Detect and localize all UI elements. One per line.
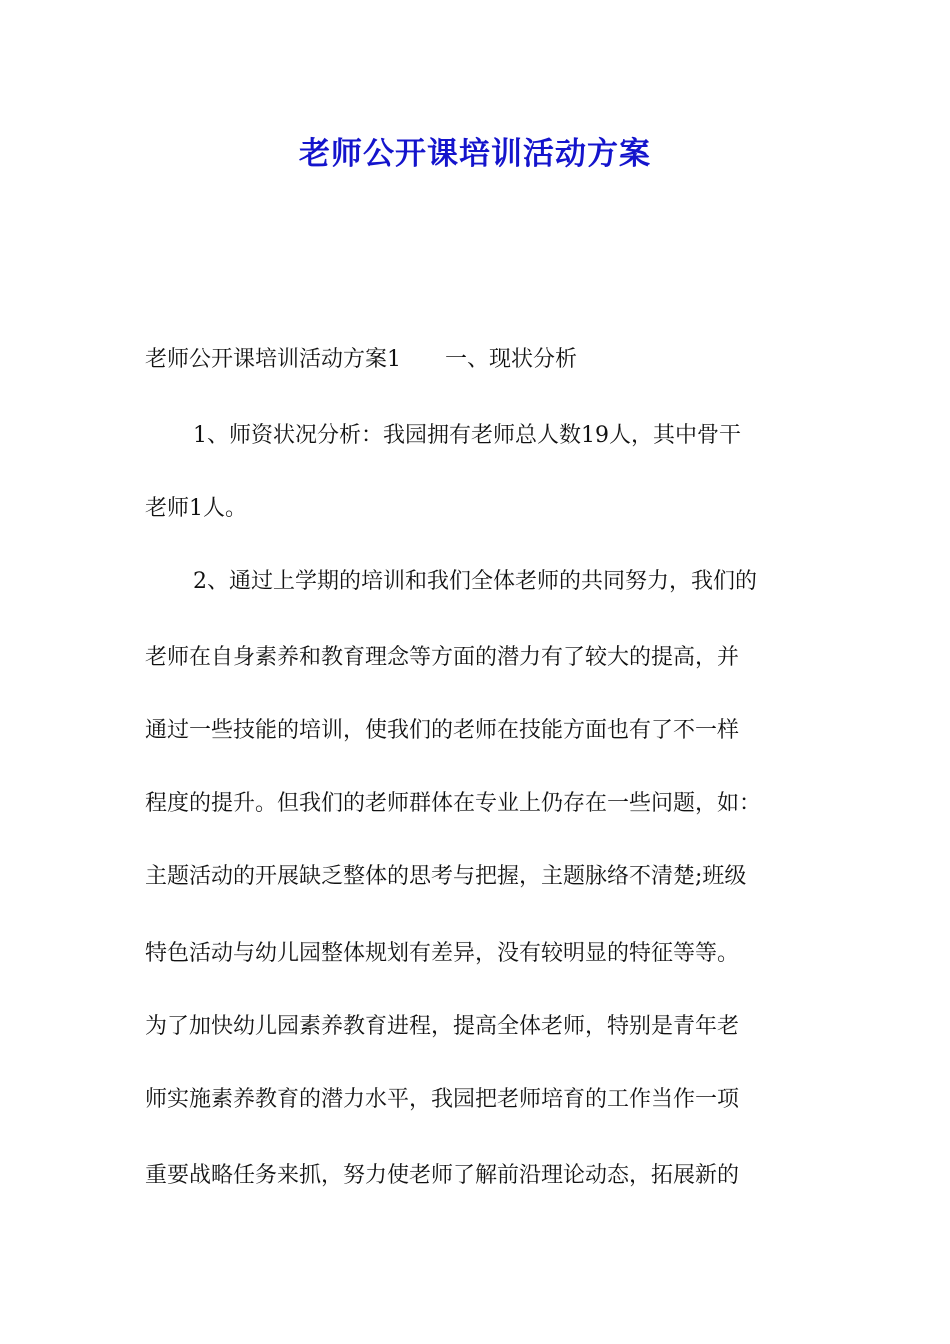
body-line: 老师1人。 [145, 496, 247, 521]
document-title: 老师公开课培训活动方案 [299, 136, 651, 172]
body-line: 1、师资状况分析：我园拥有老师总人数19人，其中骨干 [193, 423, 741, 448]
section-heading: 老师公开课培训活动方案1 [145, 347, 401, 372]
body-line: 主题活动的开展缺乏整体的思考与把握，主题脉络不清楚;班级 [145, 864, 747, 889]
body-line: 师实施素养教育的潜力水平，我园把老师培育的工作当作一项 [145, 1087, 740, 1112]
body-line [145, 344, 577, 376]
body-line: 老师在自身素养和教育理念等方面的潜力有了较大的提高，并 [145, 645, 740, 670]
body-line: 特色活动与幼儿园整体规划有差异，没有较明显的特征等等。 [145, 941, 740, 966]
body-line: 通过一些技能的培训，使我们的老师在技能方面也有了不一样 [145, 718, 740, 743]
subsection-heading: 一、现状分析 [445, 347, 578, 372]
body-line: 重要战略任务来抓，努力使老师了解前沿理论动态，拓展新的 [145, 1163, 740, 1188]
body-line: 为了加快幼儿园素养教育进程，提高全体老师，特别是青年老 [145, 1014, 740, 1039]
body-line: 2、通过上学期的培训和我们全体老师的共同努力，我们的 [193, 569, 757, 594]
body-line: 程度的提升。但我们的老师群体在专业上仍存在一些问题，如： [145, 791, 762, 816]
